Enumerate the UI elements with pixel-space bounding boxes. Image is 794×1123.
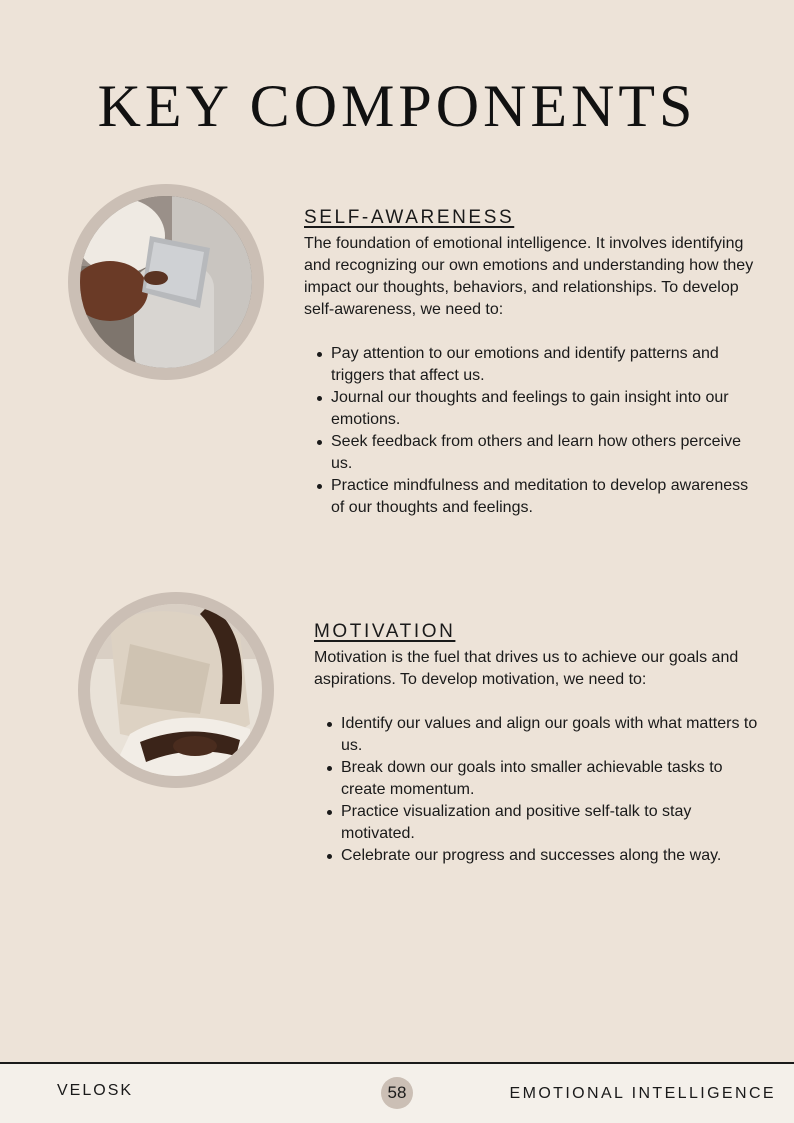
list-item: Practice mindfulness and meditation to develop awareness of our thoughts and feelings. (331, 475, 764, 519)
seated-person-photo-image (90, 604, 262, 776)
list-item: Break down our goals into smaller achievable tasks to create momentum. (341, 757, 764, 801)
list-item: Seek feedback from others and learn how others perceive us. (331, 431, 764, 475)
motivation-body: Motivation is the fuel that drives us to achieve our goals and aspirations. To develop motivation, we need to: (314, 649, 739, 688)
motivation-heading: MOTIVATION (314, 621, 456, 642)
footer-brand: VELOSK (57, 1082, 134, 1099)
self-awareness-body: The foundation of emotional intelligence. It involves identifying and recognizing our own emotions and understanding how they impact our thoughts, behaviors, and relationships. To develop self-awareness, we need to: (304, 235, 754, 318)
footer (0, 1064, 794, 1123)
list-item: Pay attention to our emotions and identify patterns and triggers that affect us. (331, 343, 764, 387)
self-awareness-section (304, 207, 764, 519)
page-title: KEY COMPONENTS (97, 73, 697, 139)
self-awareness-bullet-list (331, 343, 764, 519)
motivation-bullet-list (341, 713, 764, 867)
motivation-photo (78, 592, 274, 788)
footer-document-title: EMOTIONAL INTELLIGENCE (509, 1085, 776, 1102)
page-number-badge: 58 (381, 1077, 413, 1109)
list-item: Journal our thoughts and feelings to gain insight into our emotions. (331, 387, 764, 431)
list-item: Celebrate our progress and successes along the way. (341, 845, 764, 867)
self-awareness-photo (68, 184, 264, 380)
list-item: Identify our values and align our goals with what matters to us. (341, 713, 764, 757)
list-item: Practice visualization and positive self-talk to stay motivated. (341, 801, 764, 845)
laptop-photo-image (80, 196, 252, 368)
self-awareness-heading: SELF-AWARENESS (304, 207, 515, 228)
motivation-section (314, 621, 764, 867)
